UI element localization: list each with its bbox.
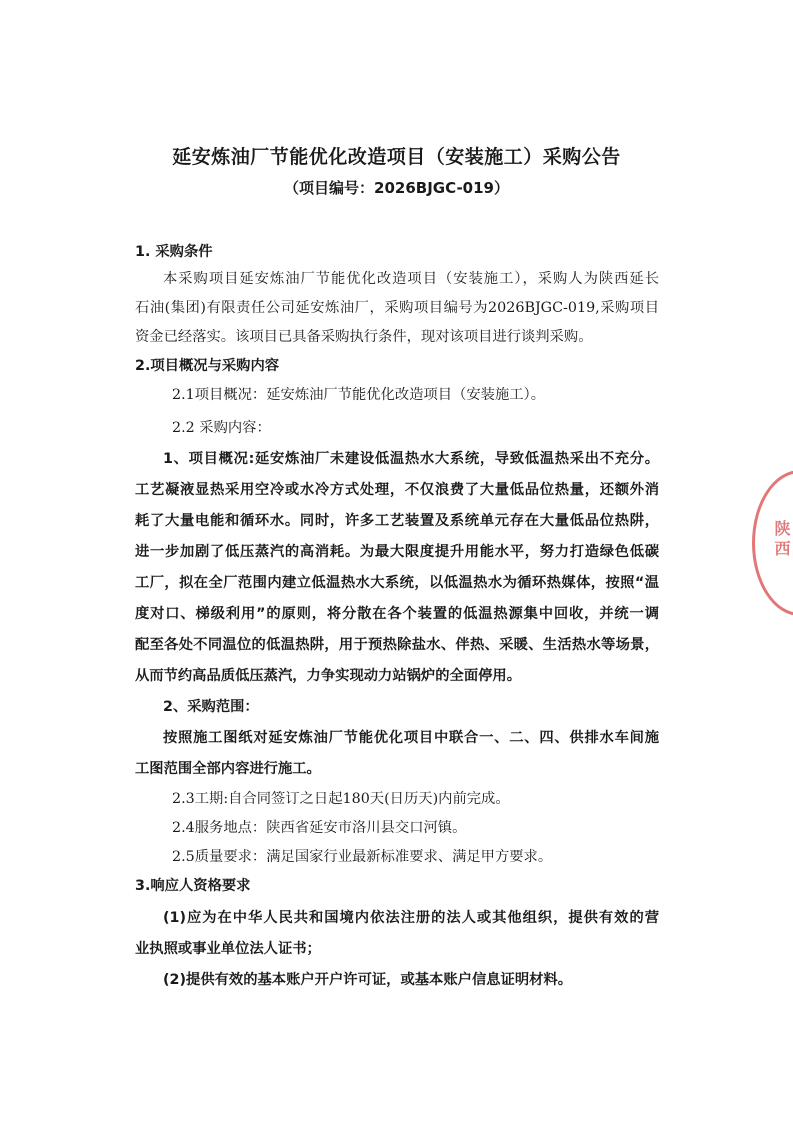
item-1-line: 1、项目概况:延安炼油厂未建设低温热水大系统，导致低温热采出不充分。 bbox=[163, 451, 659, 467]
qualification-1-line: (1)应为在中华人民共和国境内依法注册的法人或其他组织，提供有效的营 bbox=[163, 910, 659, 926]
subsection-2-2: 2.2 采购内容： bbox=[172, 420, 271, 436]
item-2-line: 按照施工图纸对延安炼油厂节能优化项目中联合一、二、四、供排水车间施 bbox=[163, 730, 659, 746]
subsection-2-4: 2.4服务地点：陕西省延安市洛川县交口河镇。 bbox=[172, 820, 467, 836]
item-1-line: 进一步加剧了低压蒸汽的高消耗。为最大限度提升用能水平，努力打造绿色低碳 bbox=[135, 544, 659, 560]
official-seal-text: 陕西 bbox=[772, 520, 791, 560]
section-3-heading: 3.响应人资格要求 bbox=[135, 878, 251, 894]
item-1-line: 耗了大量电能和循环水。同时，许多工艺装置及系统单元存在大量低品位热阱， bbox=[135, 513, 659, 529]
paragraph-line: 本采购项目延安炼油厂节能优化改造项目（安装施工），采购人为陕西延长 bbox=[163, 271, 659, 287]
document-title: 延安炼油厂节能优化改造项目（安装施工）采购公告 bbox=[172, 146, 621, 168]
project-number: （项目编号：2026BJGC-019） bbox=[284, 179, 509, 197]
item-1-line: 工艺凝液显热采用空冷或水冷方式处理，不仅浪费了大量低品位热量，还额外消 bbox=[135, 482, 659, 498]
section-1-heading: 1. 采购条件 bbox=[135, 244, 213, 260]
item-2-heading: 2、采购范围： bbox=[163, 699, 259, 715]
item-1-line: 配至各处不同温位的低温热阱，用于预热除盐水、伴热、采暖、生活热水等场景， bbox=[135, 637, 659, 653]
item-1-line: 从而节约高品质低压蒸汽，力争实现动力站锅炉的全面停用。 bbox=[135, 668, 522, 684]
paragraph-line: 石油(集团)有限责任公司延安炼油厂，采购项目编号为2026BJGC-019,采购项目 bbox=[135, 300, 659, 316]
paragraph-line: 资金已经落实。该项目已具备采购执行条件，现对该项目进行谈判采购。 bbox=[135, 329, 593, 345]
subsection-2-1: 2.1项目概况：延安炼油厂节能优化改造项目（安装施工）。 bbox=[172, 387, 546, 403]
item-1-line: 度对口、梯级利用”的原则，将分散在各个装置的低温热源集中回收，并统一调 bbox=[135, 606, 659, 622]
qualification-1-line: 业执照或事业单位法人证书； bbox=[135, 941, 321, 957]
item-1-line: 工厂，拟在全厂范围内建立低温热水大系统，以低温热水为循环热媒体，按照“温 bbox=[135, 575, 659, 591]
section-2-heading: 2.项目概况与采购内容 bbox=[135, 358, 280, 374]
item-2-line: 工图范围全部内容进行施工。 bbox=[135, 761, 321, 777]
subsection-2-5: 2.5质量要求：满足国家行业最新标准要求、满足甲方要求。 bbox=[172, 849, 553, 865]
qualification-2: (2)提供有效的基本账户开户许可证，或基本账户信息证明材料。 bbox=[163, 972, 573, 988]
subsection-2-3: 2.3工期:自合同签订之日起180天(日历天)内前完成。 bbox=[172, 791, 510, 807]
